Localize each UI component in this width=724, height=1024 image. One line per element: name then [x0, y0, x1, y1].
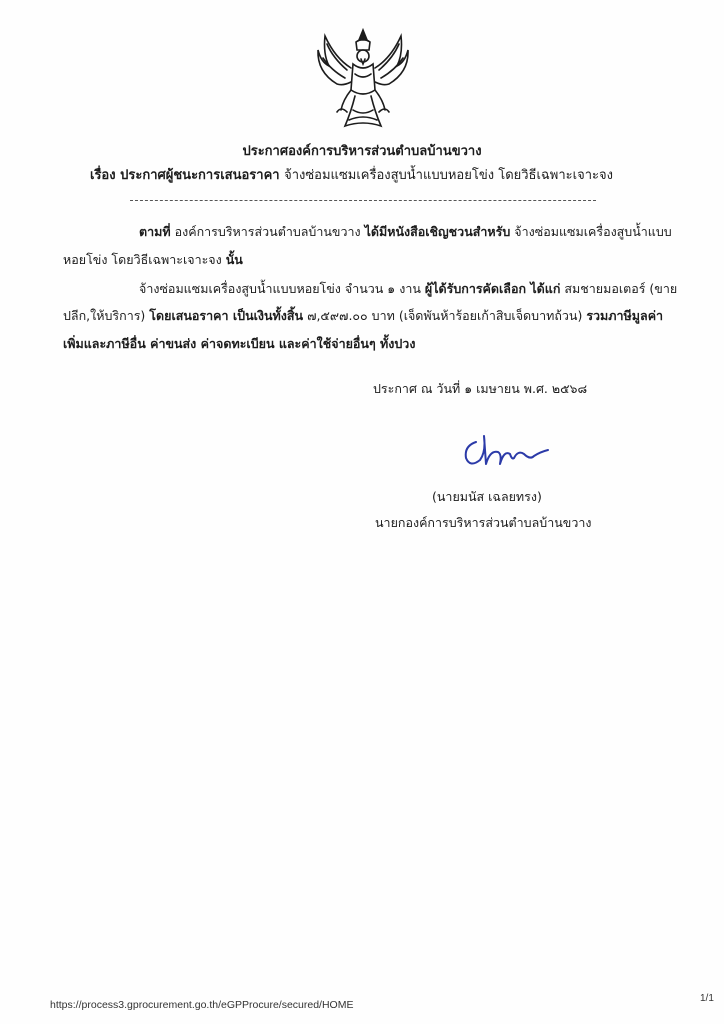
date-value: ๑ เมษายน พ.ศ. ๒๕๖๘	[464, 381, 588, 396]
footer-url: https://process3.gprocurement.go.th/eGPProcure/secured/HOME	[50, 999, 354, 1011]
signature-image	[458, 430, 550, 472]
p2-price-label: โดยเสนอราคา เป็นเงินทั้งสิ้น	[149, 308, 304, 323]
p2-item: จ้างซ่อมแซมเครื่องสูบน้ำแบบหอยโข่ง จำนวน ๑ งาน	[139, 281, 421, 296]
garuda-emblem-icon	[315, 28, 411, 132]
signatory-name: (นายมนัส เฉลยทรง)	[432, 489, 542, 504]
p1-org: องค์การบริหารส่วนตำบลบ้านขวาง	[174, 224, 361, 239]
announcement-subject	[90, 164, 613, 185]
paragraph-1-line-1	[139, 222, 672, 242]
p2-vat-start: รวมภาษีมูลค่า	[586, 308, 664, 323]
announcement-heading: ประกาศองค์การบริหารส่วนตำบลบ้านขวาง	[242, 144, 482, 159]
dashed-divider	[130, 200, 596, 201]
p1-label: ตามที่	[139, 224, 171, 239]
page-number: 1/1	[700, 993, 714, 1004]
p2-amount: ๗,๕๙๗.๐๐ บาท (เจ็ดพันห้าร้อยเก้าสิบเจ็ดบาทถ้วน)	[307, 308, 583, 323]
subject-label: เรื่อง ประกาศผู้ชนะการเสนอราคา	[90, 168, 280, 183]
p2-winner-label: ผู้ได้รับการคัดเลือก ได้แก่	[424, 281, 561, 296]
p1-bold: ได้มีหนังสือเชิญชวนสำหรับ	[364, 224, 511, 239]
date-label: ประกาศ ณ วันที่	[373, 381, 461, 396]
p1-project-end: หอยโข่ง โดยวิธีเฉพาะเจาะจง	[63, 252, 222, 267]
subject-text: จ้างซ่อมแซมเครื่องสูบน้ำแบบหอยโข่ง โดยวิธีเฉพาะเจาะจง	[284, 168, 613, 183]
announcement-date	[373, 379, 587, 399]
paragraph-1-line-2	[63, 250, 243, 270]
p2-winner-end: ปลีก,ให้บริการ)	[63, 308, 146, 323]
p1-end: นั้น	[225, 252, 243, 267]
p2-winner-start: สมชายมอเตอร์ (ขาย	[564, 281, 678, 296]
signatory-position: นายกองค์การบริหารส่วนตำบลบ้านขวาง	[375, 515, 592, 530]
p1-project-start: จ้างซ่อมแซมเครื่องสูบน้ำแบบ	[514, 224, 672, 239]
paragraph-2-line-3: เพิ่มและภาษีอื่น ค่าขนส่ง ค่าจดทะเบียน และค่าใช้จ่ายอื่นๆ ทั้งปวง	[63, 336, 416, 351]
paragraph-2-line-2	[63, 306, 663, 326]
paragraph-2-line-1	[139, 279, 677, 299]
